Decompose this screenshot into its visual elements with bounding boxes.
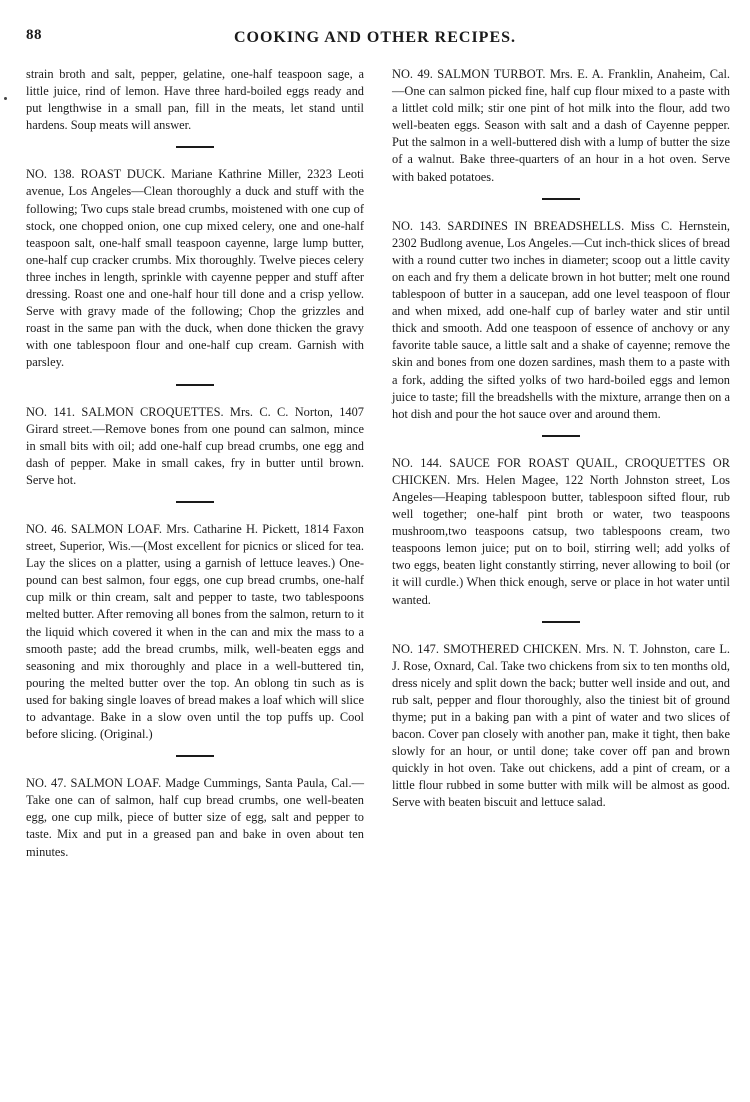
- section-rule: [542, 621, 580, 623]
- recipe-salmon-loaf-pickett: NO. 46. SALMON LOAF. Mrs. Catharine H. Pickett, 1814 Faxon street, Superior, Wis.—(Most excellent for picnics or sliced for tea. Lay the slices on a platter, using a garnish of lettuce leaves.) One-pound can best salmon, four eggs, one cup bread crumbs, one-half cup milk or thin cream, salt and pepper to taste, two tablespoons melted butter. After removing all bones from the salmon, return to it the liquid which covered it when in the can and mix the mass to a smooth paste; add the bread crumbs, milk, well-beaten eggs and seasoning and mix thoroughly and place in a well-buttered tin, pouring the melted butter over the top. An oblong tin such as is used for baking single loaves of bread makes a loaf which will slice to advantage. Bake in a slow oven until the top puffs up. Cool before slicing. (Original.): [26, 521, 364, 742]
- recipe-salmon-loaf-cummings: NO. 47. SALMON LOAF. Madge Cummings, Santa Paula, Cal.—Take one can of salmon, half cup bread crumbs, one well-beaten egg, one cup milk, piece of butter size of egg, salt and pepper to taste. Mix and put in a greased pan and bake in oven about ten minutes.: [26, 776, 364, 859]
- page-number: 88: [26, 27, 42, 43]
- section-rule: [176, 146, 214, 148]
- recipe-sardines-in-breadshells: NO. 143. SARDINES IN BREADSHELLS. Miss C. Hernstein, 2302 Budlong avenue, Los Angeles.—Cut inch-thick slices of bread with a round cutter two inches in diameter; scoop out a little cavity on each and fry them a delicate brown in hot butter; melt one round tablespoon of butter in a saucepan, add one level teaspoon of flour and when mixed, add one-half cup of barley water and stir until thick and smooth. Add one teaspoon of essence of anchovy or any favorite table sauce, a little salt and a shake of cayenne; remove the skin and bones from one dozen sardines, mash them to a paste with a fork, adding the sifted yolks of two hard-boiled eggs and lemon juice to taste; fill the breadshells with the mixture, arrange then on a hot dish and pour the hot sauce over and around them.: [392, 218, 730, 421]
- recipe-roast-duck: NO. 138. ROAST DUCK. Mariane Kathrine Miller, 2323 Leoti avenue, Los Angeles—Clean thoroughly a duck and stuff with the following; Two cups stale bread crumbs, moistened with one cup of stock, one chopped onion, one cup mixed celery, one and one-half teaspoon salt, one-half small teaspoon cayenne, large lump butter, one-half cup cracker crumbs. Mix thoroughly. Twelve pieces celery three inches in length, sprinkle with cayenne pepper and stuff after dressing. Roast one and one-half hour till done and a crisp yellow. Serve with gravy made of the following; Chop the grizzles and roast in the same pan with the duck, when done thicken the gravy with one tablespoon flour and one-half cup cream. Garnish with parsley.: [26, 167, 364, 370]
- recipe-sauce-for-roast-quail: NO. 144. SAUCE FOR ROAST QUAIL, CROQUETTES OR CHICKEN. Mrs. Helen Magee, 122 North Johnston street, Los Angeles—Heaping tablespoon butter, tablespoon sifted flour, rub well together; one-half pint broth or water, two teaspoons mushroom,two teaspoons catsup, two tablespoons cream, two teaspoons lemon juice; put on to boil, stirring well; add yolks of two eggs, beaten light constantly stirring, never allowing to boil (or it will curdle.) When thick enough, serve or place in hot water until wanted.: [392, 455, 730, 607]
- ink-speck: [4, 97, 7, 100]
- section-rule: [176, 501, 214, 503]
- right-column: [392, 66, 730, 812]
- recipe-salmon-turbot: NO. 49. SALMON TURBOT. Mrs. E. A. Franklin, Anaheim, Cal.—One can salmon picked fine, half cup flour mixed to a paste with a littlet cold milk; stir one pint of hot milk into the flour, add two well-beaten eggs. Season with salt and a dash of Cayenne pepper. Put the salmon in a well-buttered dish with a lump of butter the size of a walnut. Bake three-quarters of an hour in a hot oven. Serve with baked potatoes.: [392, 67, 730, 184]
- section-rule: [176, 384, 214, 386]
- continued-recipe-text: strain broth and salt, pepper, gelatine, one-half teaspoon sage, a little juice, rind of lemon. Have three hard-boiled eggs ready and put lengthwise in a small pan, fill in the meats, let stand until hardens. Soup meats will answer.: [26, 67, 364, 133]
- running-head: COOKING AND OTHER RECIPES.: [233, 29, 517, 46]
- recipe-salmon-croquettes: NO. 141. SALMON CROQUETTES. Mrs. C. C. Norton, 1407 Girard street.—Remove bones from one pound can salmon, mince in small bits with oil; add one-half cup bread crumbs, one egg and dash of pepper. Make in small cakes, fry in butter until brown. Serve hot.: [26, 404, 364, 487]
- section-rule: [542, 435, 580, 437]
- section-rule: [542, 198, 580, 200]
- left-column: [26, 66, 364, 861]
- section-rule: [176, 755, 214, 757]
- recipe-smothered-chicken: NO. 147. SMOTHERED CHICKEN. Mrs. N. T. Johnston, care L. J. Rose, Oxnard, Cal. Take two chickens from six to ten months old, dress nicely and split down the back; butter well inside and out, and rub salt, pepper and flour thoroughly, also the tiniest bit of ground thyme; put in a baking pan with a pint of water and two slices of bacon. Cover pan closely with another pan, make it tight, then bake slowly for an hour, or until done; take cover off pan and brown quickly in hot oven. Take out chickens, add a pint of cream, or a little flour rubbed in some butter with milk will be almost as good. Serve with beaten biscuit and lettuce salad.: [392, 641, 730, 810]
